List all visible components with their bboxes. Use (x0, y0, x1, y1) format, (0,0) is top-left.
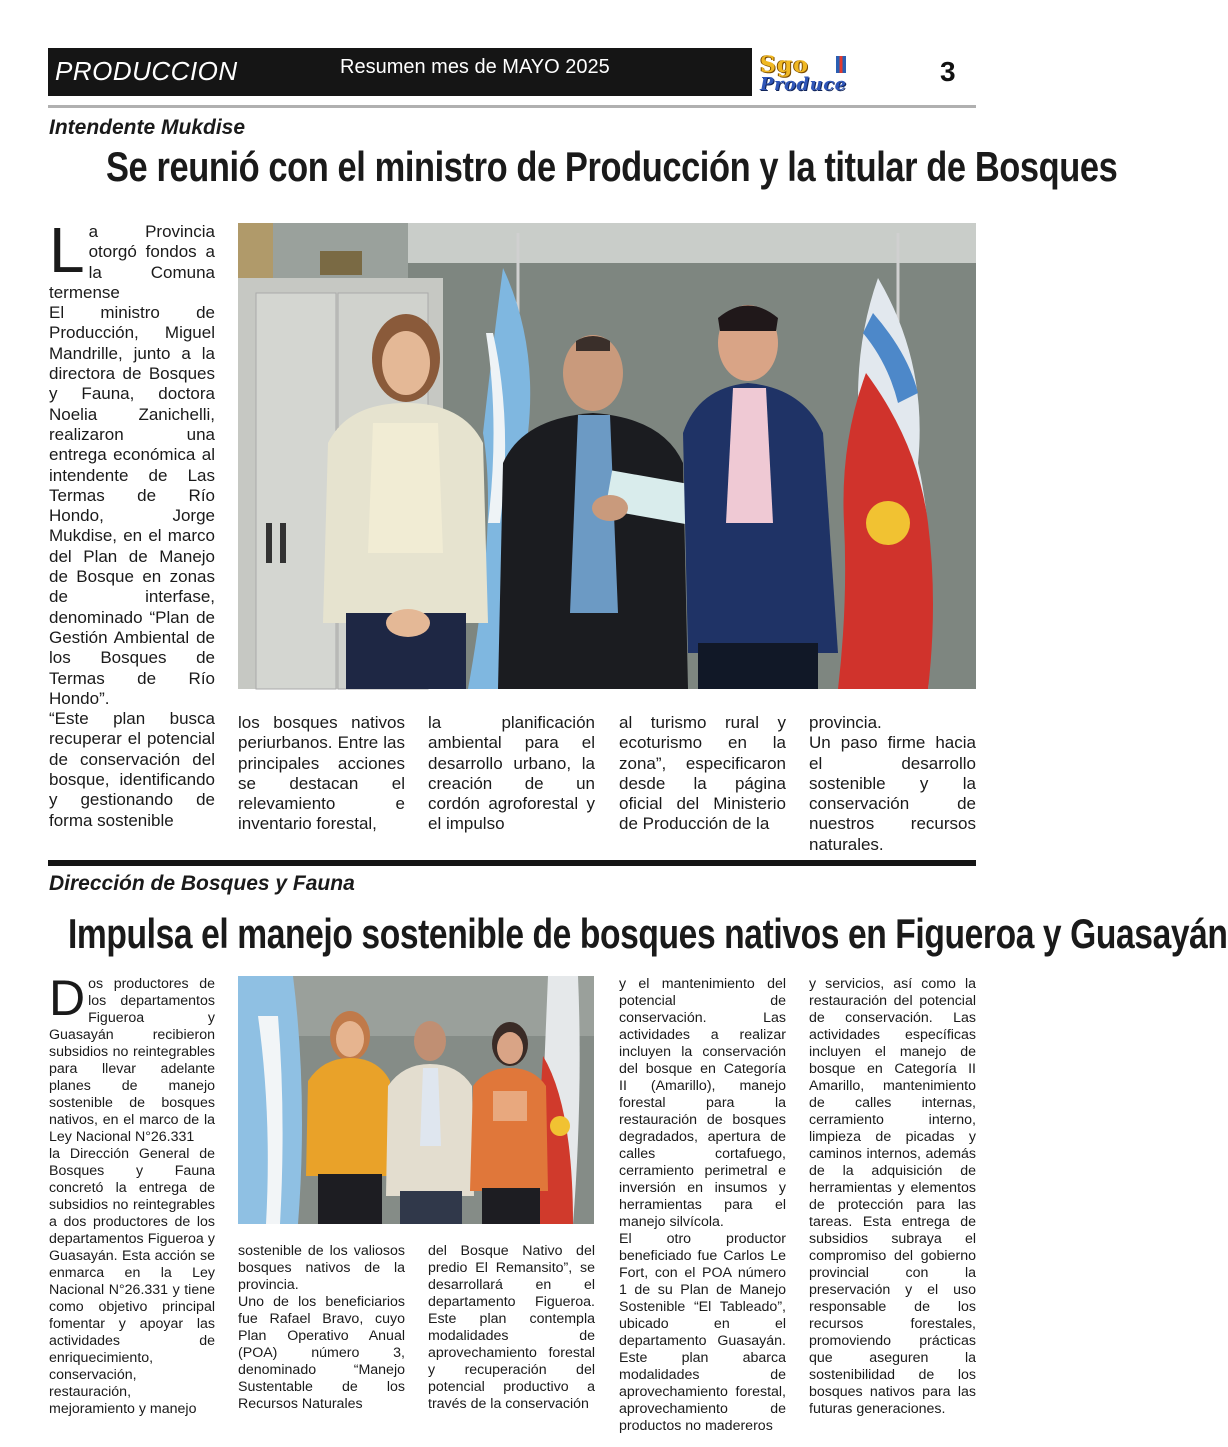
article2-paragraph: Uno de los beneficiarios fue Rafael Bravo, cuyo Plan Operativo Anual (POA) número 3, denominado “Manejo Sustentable de los Recursos Naturales (238, 1294, 405, 1412)
article2-column-1 (49, 970, 215, 1418)
article1-photo (238, 223, 976, 689)
article2-kicker: Dirección de Bosques y Fauna (49, 872, 355, 895)
logo-text-bottom: Produce (760, 74, 847, 95)
article1-column-2: los bosques nativos periurbanos. Entre las principales acciones se destacan el relevamiento e inventario forestal, (238, 713, 405, 834)
flag-icon (836, 56, 846, 73)
article2-column-2 (238, 1243, 405, 1413)
issue-label: Resumen mes de MAYO 2025 (340, 56, 610, 78)
section-title: PRODUCCION (55, 56, 238, 86)
logo-text-top: Sgo (760, 52, 809, 78)
page-number: 3 (940, 56, 956, 87)
article1-paragraph: provincia. (809, 713, 882, 732)
article1-paragraph: Un paso firme hacia el desarrollo sostenible y la conservación de nuestros recursos naturales. (809, 733, 976, 854)
section-divider (48, 860, 976, 866)
article1-column-5 (809, 713, 976, 855)
ministers-photo-illustration (238, 223, 976, 689)
producers-photo-illustration (238, 976, 594, 1224)
article2-column-4 (619, 976, 786, 1435)
header-rule (48, 105, 976, 108)
article2-lead: os productores de los departamentos Figueroa y Guasayán recibieron subsidios no reintegrables para llevar adelante planes de manejo sostenible de bosques nativos, en el marco de la Ley Nacional N°26.331 (49, 976, 215, 1145)
article2-column-5: y servicios, así como la restauración del potencial de conservación. Las actividades específicas incluyen el manejo de bosque en Categoría II Amarillo, mantenimiento de calles internas, cerramiento interno, limpieza de picadas y caminos internos, además de la adquisición de herramientas y elementos de protección para las tareas. Esta entrega de subsidios subraya el compromiso del gobierno provincial con la preservación y el uso responsable de los recursos forestales, promoviendo prácticas que aseguren la sostenibilidad de los bosques nativos para las futuras generaciones. (809, 976, 976, 1417)
article2-column-3: del Bosque Nativo del predio El Remansito”, se desarrollará en el departamento Figueroa. Este plan contempla modalidades de aprovechamiento forestal y recuperación del potencial productivo a través de la conservación (428, 1243, 595, 1412)
article1-column-1 (49, 214, 215, 831)
article2-paragraph: El otro productor beneficiado fue Carlos Le Fort, con el POA número 1 de su Plan de Manejo Sostenible “El Tableado”, ubicado en el departamento Guasayán. Este plan abarca modalidades de aprovechamiento forestal, aprovechamiento de productos no madereros (619, 1231, 786, 1434)
article2-paragraph: sostenible de los valiosos bosques nativos de la provincia. (238, 1243, 405, 1293)
article1-headline: Se reunió con el ministro de Producción y la titular de Bosques (106, 143, 1118, 190)
article1-lead: a Provincia otorgó fondos a la Comuna termense (49, 222, 215, 302)
article1-dropcap: L (49, 214, 85, 286)
sgo-produce-logo (758, 52, 904, 96)
article2-paragraph: la Dirección General de Bosques y Fauna concretó la entrega de subsidios no reintegrables a dos productores de los departamentos Figueroa y Guasayán. Esta acción se enmarca en la Ley Nacional N°26.331 y tiene como objetivo principal fomentar y apoyar las actividades de enriquecimiento, conservación, restauración, mejoramiento y manejo (49, 1146, 215, 1417)
article2-headline: Impulsa el manejo sostenible de bosques nativos en Figueroa y Guasayán (68, 910, 1228, 957)
article1-paragraph: “Este plan busca recuperar el potencial de conservación del bosque, identificando y gestionando de forma sostenible (49, 709, 215, 830)
article1-column-3: la planificación ambiental para el desarrollo urbano, la creación de un cordón agroforestal y el impulso (428, 713, 595, 834)
article1-column-4: al turismo rural y ecoturismo en la zona”, especificaron desde la página oficial del Ministerio de Producción de la (619, 713, 786, 834)
article1-kicker: Intendente Mukdise (49, 116, 246, 139)
article2-photo (238, 976, 594, 1224)
article1-paragraph: El ministro de Producción, Miguel Mandrille, junto a la directora de Bosques y Fauna, doctora Noelia Zanichelli, realizaron una entrega económica al intendente de Las Termas de Río Hondo, Jorge Mukdise, en el marco del Plan de Manejo de Bosque en zonas de interfase, denominado “Plan de Gestión Ambiental de los Bosques de Termas de Río Hondo”. (49, 303, 215, 708)
article2-dropcap: D (49, 970, 86, 1026)
article2-paragraph: y el mantenimiento del potencial de conservación. Las actividades a realizar incluyen la conservación del bosque en Categoría II (Amarillo), manejo forestal para la restauración de bosques degradados, apertura de calles cortafuego, cerramiento perimetral e inversión en insumos y herramientas para el manejo silvícola. (619, 976, 786, 1230)
